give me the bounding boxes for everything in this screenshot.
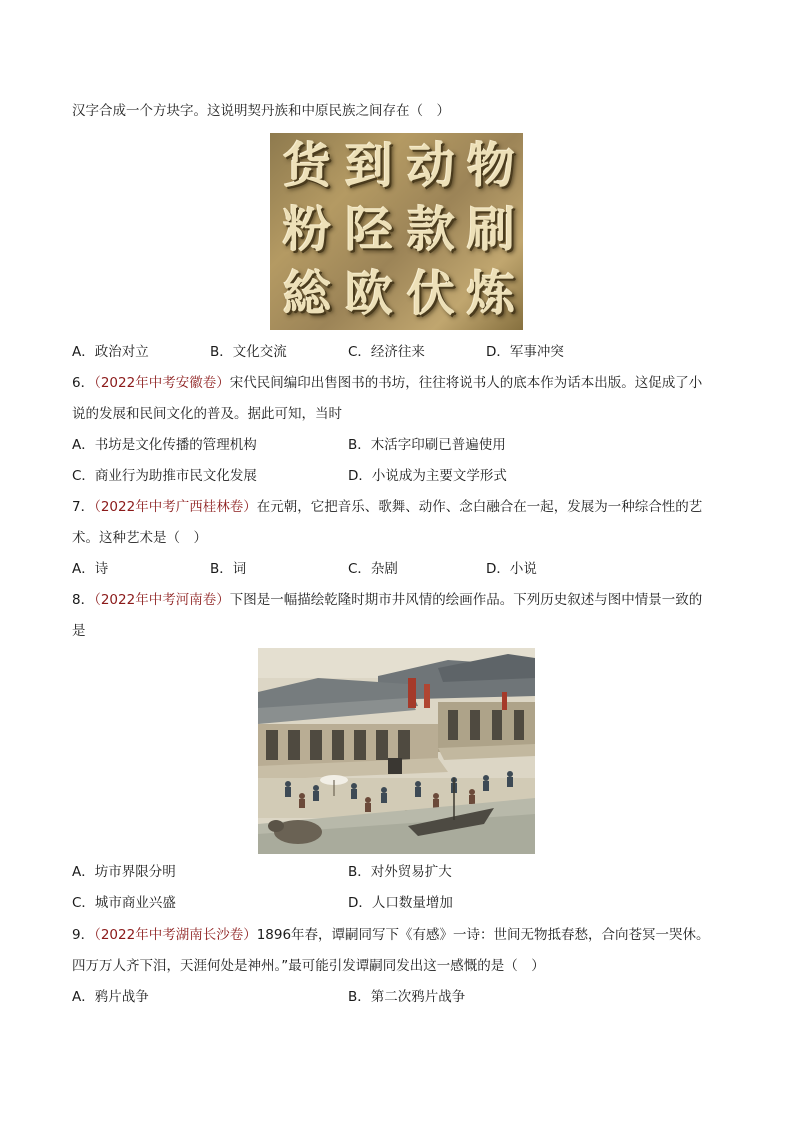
inscription-glyph: 货 — [282, 138, 331, 194]
q5-option-c[interactable]: C．经济往来 — [348, 344, 425, 360]
q6-option-a[interactable]: A．书坊是文化传播的管理机构 — [72, 437, 257, 453]
inscription-glyph: 総 — [282, 266, 331, 322]
inscription-glyph: 款 — [406, 202, 455, 258]
question-source: （2022年中考湖南长沙卷） — [94, 927, 257, 943]
inscription-glyph: 动 — [406, 138, 455, 194]
question-source: （2022年中考安徽卷） — [94, 375, 230, 391]
q6-option-d[interactable]: D．小说成为主要文学形式 — [348, 468, 507, 484]
inscription-row — [270, 199, 523, 261]
q8-option-b[interactable]: B．对外贸易扩大 — [348, 864, 452, 880]
question-9-line-1 — [72, 925, 710, 945]
question-number: 7． — [72, 499, 95, 515]
inscription-glyph: 刷 — [466, 202, 515, 258]
question-9-line-2: 四万万人齐下泪，天涯何处是神州。”最可能引发谭嗣同发出这一感慨的是（ ） — [72, 958, 545, 974]
q7-option-a[interactable]: A．诗 — [72, 561, 109, 577]
q5-option-b[interactable]: B．文化交流 — [210, 344, 287, 360]
inscription-glyph: 到 — [344, 138, 393, 194]
q5-option-a[interactable]: A．政治对立 — [72, 344, 149, 360]
q6-option-c[interactable]: C．商业行为助推市民文化发展 — [72, 468, 257, 484]
question-number: 6． — [72, 375, 95, 391]
q9-option-a[interactable]: A．鸦片战争 — [72, 989, 149, 1005]
q7-option-c[interactable]: C．杂剧 — [348, 561, 398, 577]
q9-option-b[interactable]: B．第二次鸦片战争 — [348, 989, 466, 1005]
q5-option-d[interactable]: D．军事冲突 — [486, 344, 564, 360]
q7-option-d[interactable]: D．小说 — [486, 561, 537, 577]
inscription-glyph: 伏 — [406, 266, 455, 322]
inscription-row — [270, 135, 523, 197]
question-6-line-1 — [72, 373, 702, 393]
inscription-glyph: 陉 — [344, 202, 393, 258]
question-6-line-2: 说的发展和民间文化的普及。据此可知，当时 — [72, 406, 342, 422]
q8-option-c[interactable]: C．城市商业兴盛 — [72, 895, 176, 911]
question-7-line-1 — [72, 497, 702, 517]
question-source: （2022年中考广西桂林卷） — [94, 499, 257, 515]
q7-option-b[interactable]: B．词 — [210, 561, 247, 577]
question-number: 8． — [72, 592, 95, 608]
question-5-stem-tail: 汉字合成一个方块字。这说明契丹族和中原民族之间存在（ ） — [72, 103, 450, 119]
inscription-glyph: 炼 — [466, 266, 515, 322]
khitan-inscription-image — [270, 133, 523, 330]
question-text: 下图是一幅描绘乾隆时期市井风情的绘画作品。下列历史叙述与图中情景一致的 — [229, 592, 703, 608]
question-text: 在元朝，它把音乐、歌舞、动作、念白融合在一起，发展为一种综合性的艺 — [256, 499, 703, 515]
inscription-row — [270, 263, 523, 325]
question-8-line-2: 是 — [72, 623, 86, 639]
q8-option-d[interactable]: D．人口数量增加 — [348, 895, 453, 911]
q8-option-a[interactable]: A．坊市界限分明 — [72, 864, 176, 880]
inscription-glyph: 物 — [466, 138, 515, 194]
question-source: （2022年中考河南卷） — [94, 592, 230, 608]
inscription-glyph: 欧 — [344, 266, 393, 322]
q6-option-b[interactable]: B．木活字印刷已普遍使用 — [348, 437, 506, 453]
question-text: 1896年春，谭嗣同写下《有感》一诗：世间无物抵春愁，合向苍冥一哭休。 — [256, 927, 710, 943]
question-number: 9． — [72, 927, 95, 943]
question-7-line-2: 术。这种艺术是（ ） — [72, 530, 207, 546]
inscription-glyph: 粉 — [282, 202, 331, 258]
question-text: 宋代民间编印出售图书的书坊，往往将说书人的底本作为话本出版。这促成了小 — [229, 375, 703, 391]
question-8-line-1 — [72, 590, 702, 610]
qianlong-street-painting — [258, 648, 535, 854]
